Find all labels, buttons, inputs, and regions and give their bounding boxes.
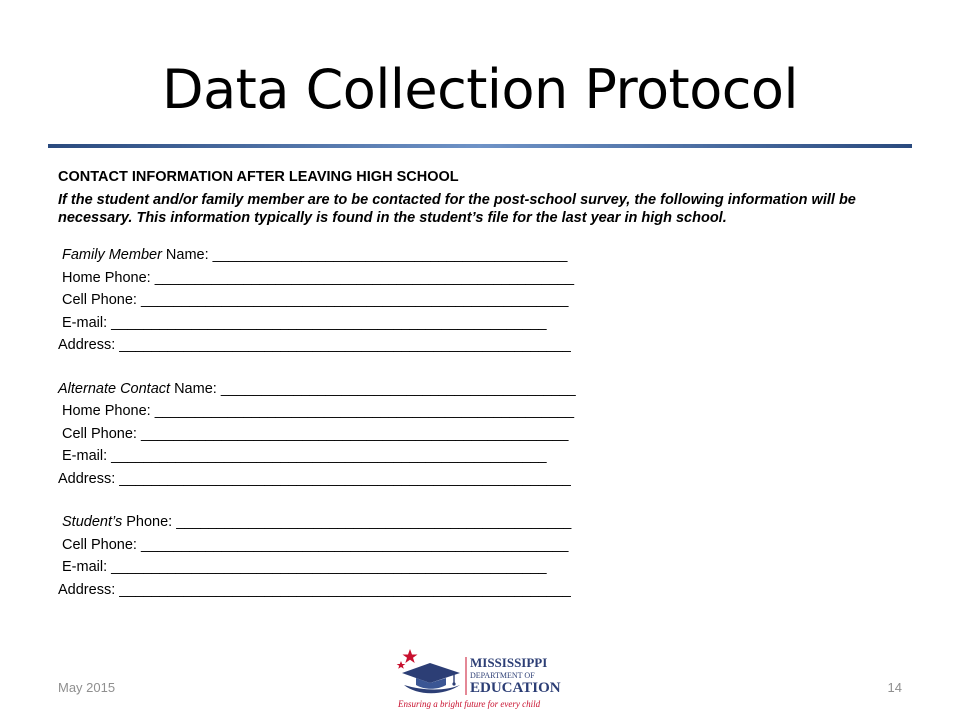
alternate-address-field[interactable]: ________________________________________________________ (119, 470, 571, 487)
family-home-phone-row (58, 267, 898, 290)
student-cell-phone-row (58, 534, 898, 557)
alternate-cell-phone-row (58, 423, 898, 446)
family-email-field[interactable]: ______________________________________________________ (111, 314, 547, 331)
alternate-name-label: Name: (170, 380, 221, 397)
student-address-row (58, 579, 898, 602)
family-name-field[interactable]: ____________________________________________ (212, 247, 568, 263)
logo-star-large (403, 649, 418, 663)
family-cell-phone-field[interactable]: _____________________________________________________ (141, 292, 569, 308)
logo-line2: DEPARTMENT OF (470, 671, 535, 680)
family-name-label: Name: (161, 247, 213, 263)
alternate-home-phone-field[interactable]: ____________________________________________________ (154, 403, 575, 419)
logo-line3: EDUCATION (470, 680, 561, 696)
alternate-address-row (58, 468, 898, 491)
alternate-home-phone-label: Home Phone: (62, 403, 155, 419)
logo-cap-board (402, 663, 460, 683)
family-name-italic: Family Member (62, 247, 162, 263)
family-name-row (58, 244, 898, 267)
logo-line1: MISSISSIPPI (470, 655, 548, 670)
section-heading: CONTACT INFORMATION AFTER LEAVING HIGH SCHOOL (58, 169, 459, 185)
mde-logo (394, 645, 584, 713)
page-number: 14 (887, 680, 902, 695)
student-email-label: E-mail: (62, 559, 112, 575)
student-email-field[interactable]: ______________________________________________________ (111, 559, 547, 575)
student-phone-field[interactable]: _________________________________________________ (176, 514, 572, 530)
family-cell-phone-row (58, 289, 898, 312)
slide-title: Data Collection Protocol (162, 58, 798, 121)
alternate-cell-phone-field[interactable]: _____________________________________________________ (141, 425, 569, 442)
alternate-name-italic: Alternate Contact (58, 380, 171, 397)
form-content (58, 168, 898, 601)
family-address-label: Address: (58, 337, 120, 353)
student-cell-phone-label: Cell Phone: (62, 536, 141, 553)
logo-tagline: Ensuring a bright future for every child (398, 699, 541, 709)
student-phone-label: Phone: (122, 514, 177, 530)
student-cell-phone-field[interactable]: _____________________________________________________ (141, 536, 569, 553)
alternate-name-field[interactable]: ____________________________________________ (220, 380, 576, 397)
family-home-phone-label: Home Phone: (62, 269, 155, 286)
alternate-email-row (58, 445, 898, 468)
student-address-field[interactable]: ________________________________________________________ (119, 581, 571, 598)
family-email-label: E-mail: (62, 314, 112, 331)
alternate-home-phone-row (58, 400, 898, 423)
alternate-name-row (58, 378, 898, 401)
student-phone-italic: Student’s (62, 514, 123, 530)
student-address-label: Address: (58, 581, 120, 598)
alternate-cell-phone-label: Cell Phone: (62, 425, 141, 442)
logo-star-small (397, 661, 406, 669)
family-address-row (58, 334, 898, 357)
intro-text: If the student and/or family member are to be contacted for the post-school survey, the following information will be necessary. This information typically is found in the student’s file for the last year in high school. (58, 192, 856, 226)
family-home-phone-field[interactable]: ____________________________________________________ (154, 269, 575, 286)
student-email-row (58, 556, 898, 579)
student-phone-row (58, 511, 898, 534)
alternate-email-label: E-mail: (62, 448, 112, 464)
alternate-address-label: Address: (58, 470, 120, 487)
family-email-row (58, 312, 898, 335)
family-cell-phone-label: Cell Phone: (62, 292, 141, 308)
family-address-field[interactable]: ________________________________________________________ (119, 337, 571, 353)
title-divider (48, 144, 912, 148)
alternate-email-field[interactable]: ______________________________________________________ (111, 448, 547, 464)
footer-date: May 2015 (58, 680, 116, 695)
